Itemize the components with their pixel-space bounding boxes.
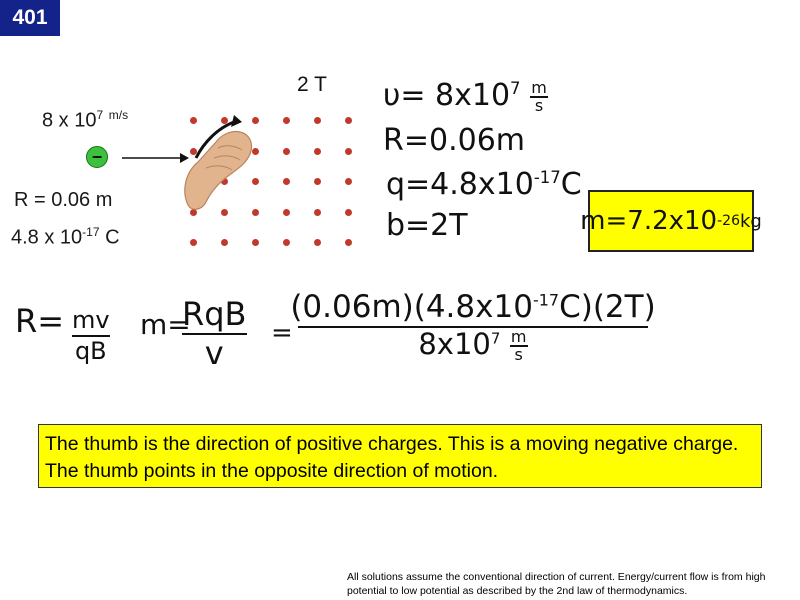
- field-dot: [345, 148, 352, 155]
- field-dot: [345, 178, 352, 185]
- electron-icon: −: [86, 146, 108, 168]
- charge-exponent: -17: [82, 225, 100, 239]
- field-dot: [314, 148, 321, 155]
- equals-sign: =: [271, 318, 293, 348]
- given-charge: $q=4.8x10^{-17}C$: [386, 167, 582, 202]
- velocity-label: [42, 108, 128, 133]
- field-dot: [314, 117, 321, 124]
- field-dot: [314, 178, 321, 185]
- radius-equation-lhs: R=: [15, 302, 65, 340]
- substituted-numerator: $(0.06m)(4.8x10^{-17}C)(2T)$: [290, 289, 656, 325]
- mass-fraction: [182, 296, 247, 372]
- field-dot: [283, 148, 290, 155]
- radius-fraction-den: qB: [74, 336, 107, 365]
- field-dot: [345, 239, 352, 246]
- field-dot: [345, 209, 352, 216]
- mass-fraction-num: RqB: [182, 295, 247, 333]
- field-dot: [314, 239, 321, 246]
- given-radius: R=0.06m: [383, 123, 526, 158]
- substituted-fraction: [290, 289, 656, 364]
- radius-fraction: [72, 306, 110, 366]
- mass-answer-box: m=7.2x10 -26 kg: [588, 190, 754, 252]
- given-field: b=2T: [386, 208, 468, 243]
- field-dot: [345, 117, 352, 124]
- velocity-unit: m/s: [108, 108, 129, 122]
- magnetic-field-label: 2 T: [297, 73, 327, 96]
- velocity-exponent: 7: [96, 108, 104, 122]
- mass-fraction-den: v: [204, 333, 224, 372]
- velocity-base: 8 x 10: [42, 109, 97, 132]
- field-dot: [190, 239, 197, 246]
- footer-disclaimer: All solutions assume the conventional direction of current. Energy/current flow is from high potential to low potential as described by the 2nd law of thermodynamics.: [347, 571, 766, 598]
- right-hand-icon: [176, 110, 261, 215]
- charge-label: 4.8 x $10^{-17}$ C: [11, 225, 120, 249]
- radius-label: R = 0.06 m: [14, 189, 113, 211]
- problem-number-badge: 401: [0, 0, 60, 36]
- field-dot: [252, 239, 259, 246]
- given-velocity: $\upsilon= 8x10^7$ $\frac{m}{s}$: [383, 77, 547, 115]
- field-dot: [283, 239, 290, 246]
- field-dot: [221, 239, 228, 246]
- explanation-note: The thumb is the direction of positive charges. This is a moving negative charge. The thumb points in the opposite direction of motion.: [38, 424, 762, 488]
- field-dot: [314, 209, 321, 216]
- substituted-denominator: $8x10^7$ $\frac{m}{s}$: [418, 326, 527, 364]
- given-velocity-unit-num: m: [531, 77, 547, 97]
- field-dot: [283, 117, 290, 124]
- mass-equation-lhs: m=: [140, 308, 191, 341]
- radius-fraction-num: mv: [72, 306, 110, 334]
- given-velocity-unit-den: s: [534, 95, 544, 115]
- field-dot: [283, 209, 290, 216]
- field-dot: [283, 178, 290, 185]
